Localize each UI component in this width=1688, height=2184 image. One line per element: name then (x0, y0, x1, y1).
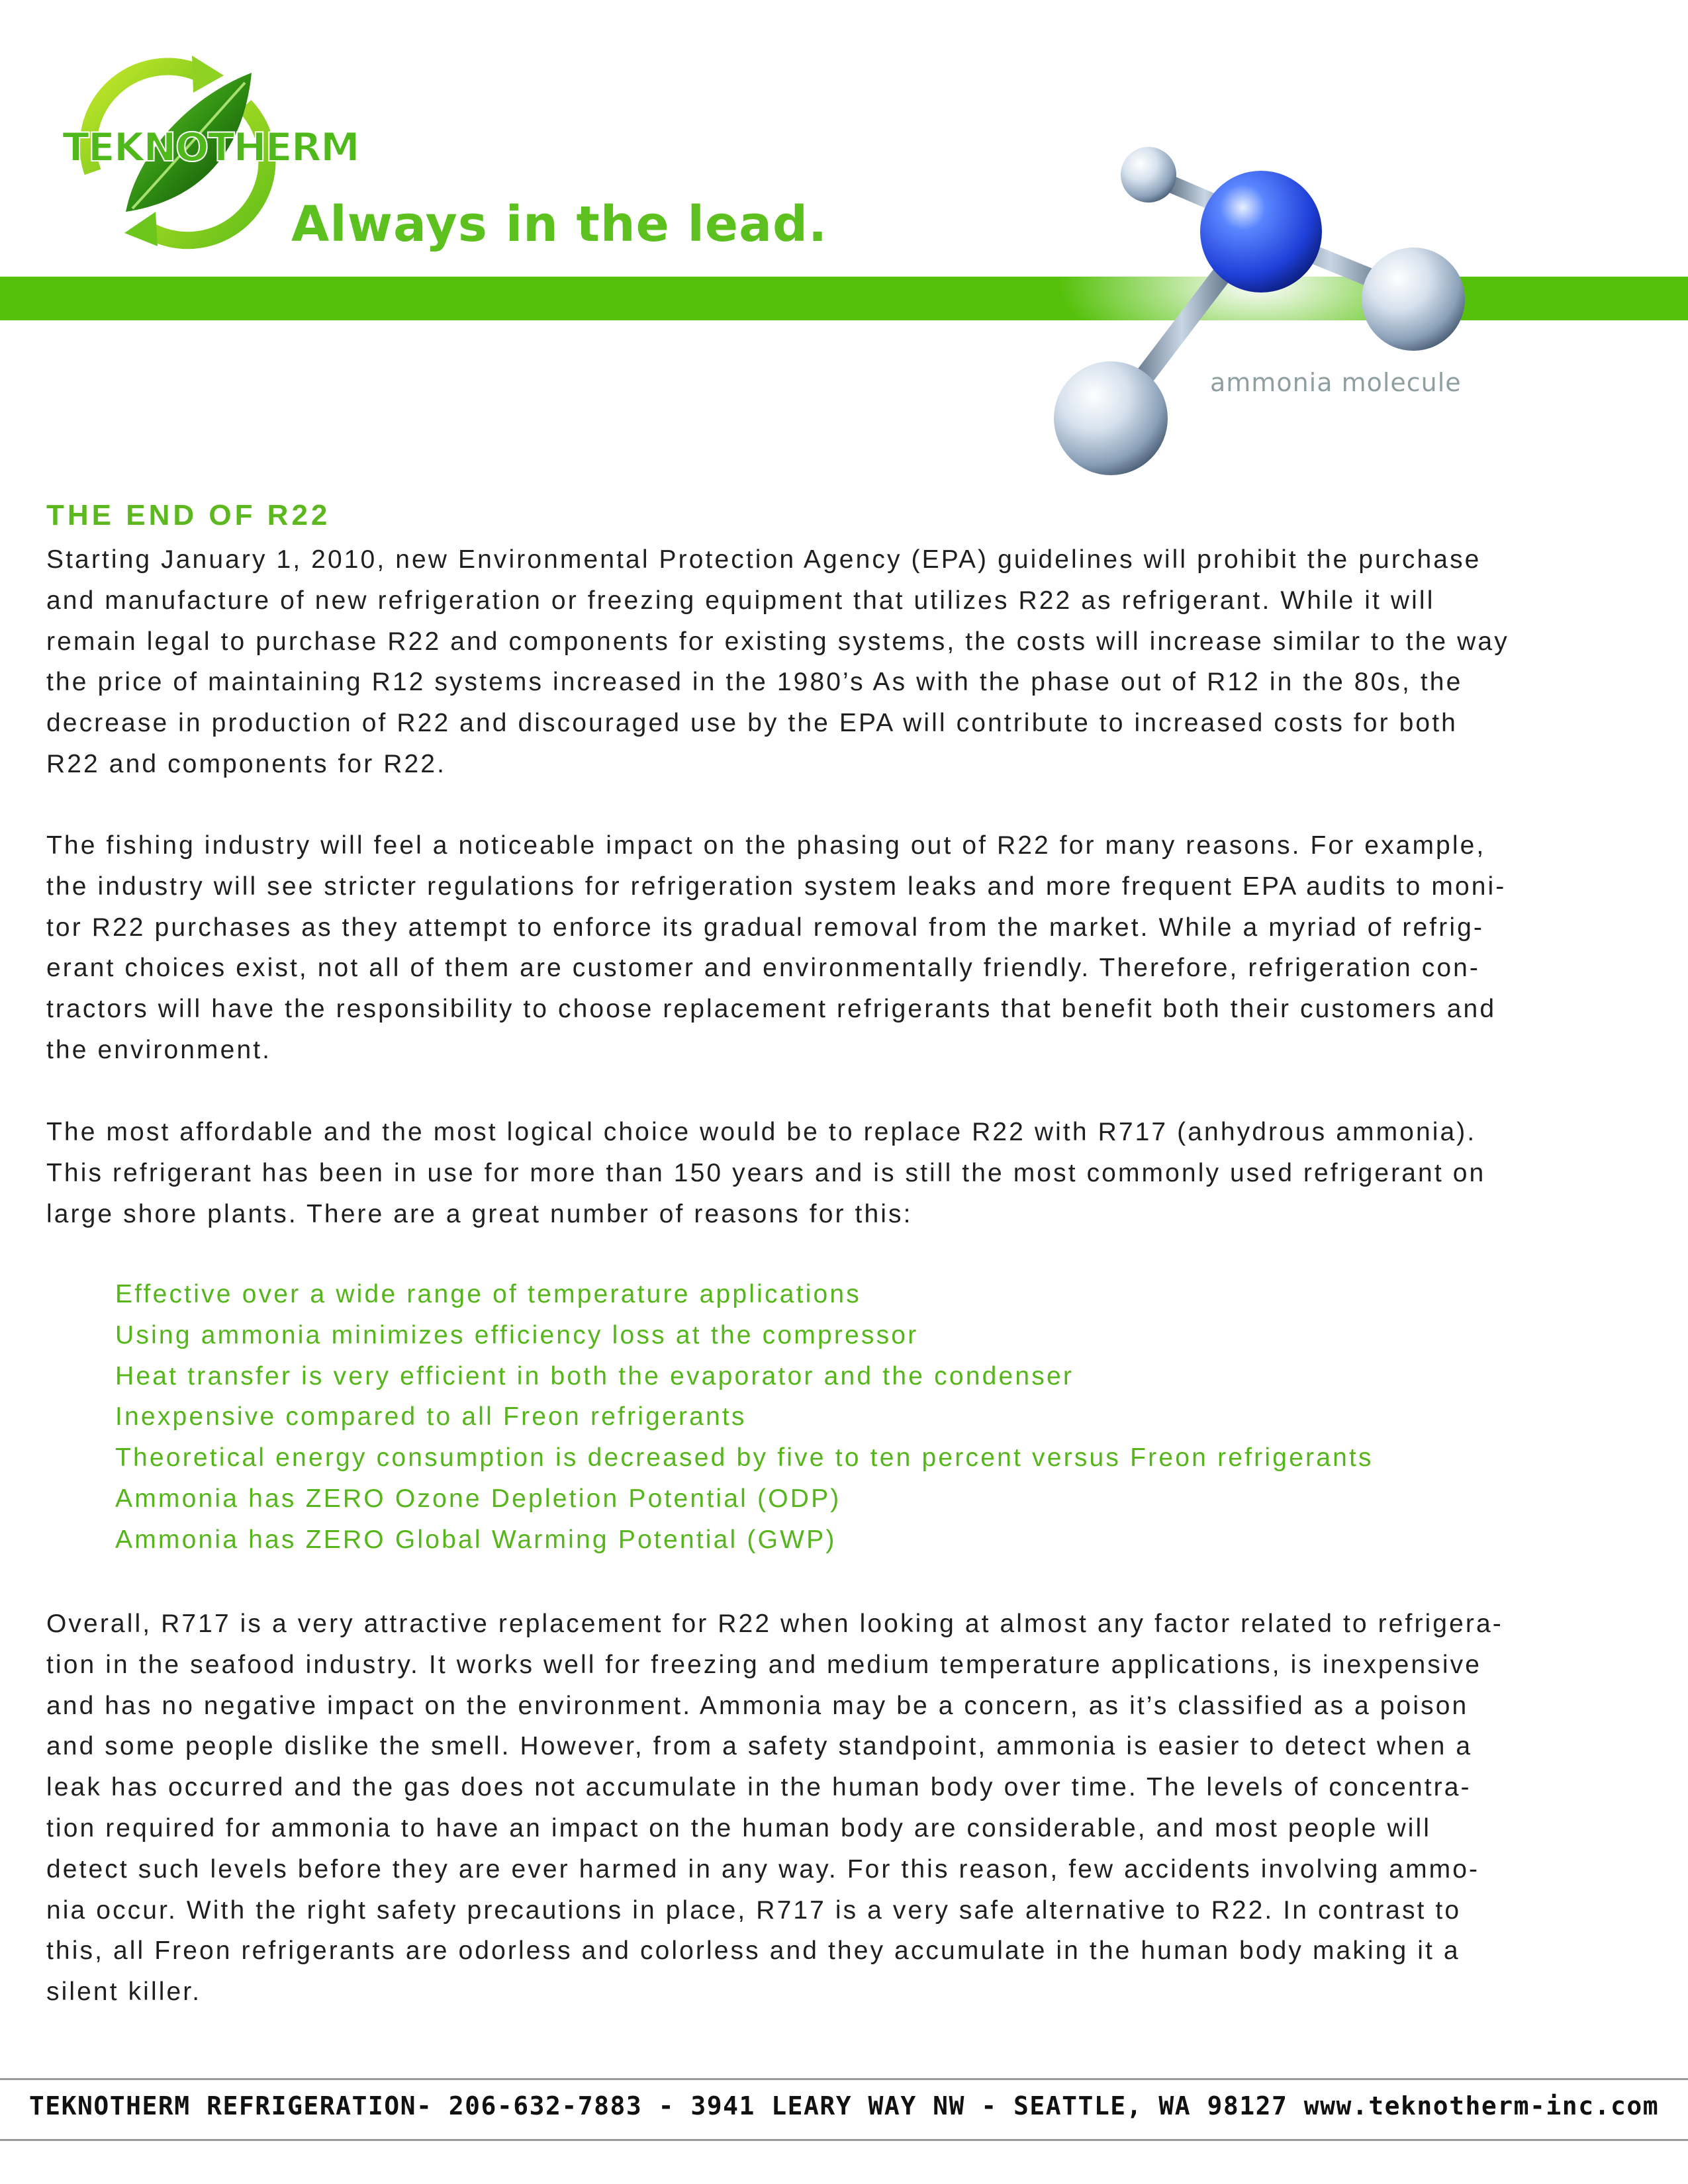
ammonia-molecule-icon (1033, 132, 1509, 503)
text-line: this, all Freon refrigerants are odorless and colorless and they accumulate in the human body making it a (46, 1936, 1460, 1966)
benefit-item: Inexpensive compared to all Freon refrigerants (115, 1402, 747, 1432)
logo-wordmark: TEKNOTHERM (62, 124, 359, 171)
benefit-item: Ammonia has ZERO Ozone Depletion Potential (ODP) (115, 1484, 841, 1513)
text-line: Overall, R717 is a very attractive replacement for R22 when looking at almost any factor related to refrigera- (46, 1610, 1503, 1638)
text-line: The most affordable and the most logical choice would be to replace R22 with R717 (anhydrous ammonia). (46, 1118, 1477, 1146)
text-line: This refrigerant has been in use for more than 150 years and is still the most commonly used refrigerant on (46, 1158, 1486, 1187)
article-heading: THE END OF R22 (46, 499, 331, 531)
text-line: and has no negative impact on the environment. Ammonia may be a concern, as it’s classified as a poison (46, 1691, 1469, 1720)
text-line: the price of maintaining R12 systems increased in the 1980’s As with the phase out of R12 in the 80s, the (46, 668, 1463, 697)
paragraph-conclusion (46, 1604, 1662, 2013)
footer-divider-top (0, 2078, 1688, 2080)
footer-divider-bottom (0, 2139, 1688, 2141)
benefits-list (115, 1274, 1374, 1561)
text-line: and manufacture of new refrigeration or freezing equipment that utilizes R22 as refrigerant. While it will (46, 586, 1435, 615)
text-line: erant choices exist, not all of them are customer and environmentally friendly. Therefore, refrigeration con- (46, 954, 1481, 983)
text-line: decrease in production of R22 and discouraged use by the EPA will contribute to increased costs for both (46, 709, 1458, 738)
benefit-item: Heat transfer is very efficient in both the evaporator and the condenser (115, 1361, 1074, 1390)
ammonia-molecule-illustration (1033, 132, 1509, 503)
text-line: and some people dislike the smell. However, from a safety standpoint, ammonia is easier to detect when a (46, 1732, 1473, 1761)
paragraph-intro (46, 539, 1662, 785)
text-line: large shore plants. There are a great number of reasons for this: (46, 1199, 913, 1228)
text-line: the environment. (46, 1035, 272, 1064)
tagline: Always in the lead. (291, 196, 828, 253)
text-line: leak has occurred and the gas does not accumulate in the human body over time. The levels of concentra- (46, 1773, 1472, 1802)
text-line: Starting January 1, 2010, new Environmental Protection Agency (EPA) guidelines will prohibit the purchase (46, 545, 1481, 574)
benefit-item: Using ammonia minimizes efficiency loss at the compressor (115, 1320, 919, 1349)
text-line: tion in the seafood industry. It works well for freezing and medium temperature applications, is inexpensive (46, 1650, 1482, 1679)
text-line: tor R22 purchases as they attempt to enforce its gradual removal from the market. While a myriad of refrig- (46, 913, 1484, 942)
benefit-item: Theoretical energy consumption is decreased by five to ten percent versus Freon refrigerants (115, 1443, 1374, 1473)
text-line: the industry will see stricter regulations for refrigeration system leaks and more frequent EPA audits to moni- (46, 872, 1507, 901)
text-line: tion required for ammonia to have an impact on the human body are considerable, and most people will (46, 1813, 1432, 1843)
teknotherm-logo (46, 46, 359, 251)
text-line: tractors will have the responsibility to choose replacement refrigerants that benefit both their customers and (46, 995, 1497, 1024)
text-line: silent killer. (46, 1978, 202, 2007)
paragraph-fishing-industry (46, 825, 1662, 1071)
text-line: nia occur. With the right safety precautions in place, R717 is a very safe alternative to R22. In contrast to (46, 1895, 1462, 1925)
text-line: detect such levels before they are ever harmed in any way. For this reason, few accidents involving ammo- (46, 1854, 1480, 1884)
footer-contact-info: TEKNOTHERM REFRIGERATION- 206-632-7883 - 3941 LEARY WAY NW - SEATTLE, WA 98127 www.teknotherm-inc.com (28, 2091, 1660, 2120)
benefit-item: Ammonia has ZERO Global Warming Potential (GWP) (115, 1525, 837, 1554)
text-line: remain legal to purchase R22 and components for existing systems, the costs will increase similar to the way (46, 627, 1509, 656)
text-line: The fishing industry will feel a noticeable impact on the phasing out of R22 for many reasons. For example, (46, 831, 1486, 860)
benefit-item: Effective over a wide range of temperature applications (115, 1280, 861, 1308)
paragraph-r717-choice (46, 1112, 1662, 1234)
molecule-caption: ammonia molecule (1210, 368, 1462, 397)
text-line: R22 and components for R22. (46, 749, 447, 778)
